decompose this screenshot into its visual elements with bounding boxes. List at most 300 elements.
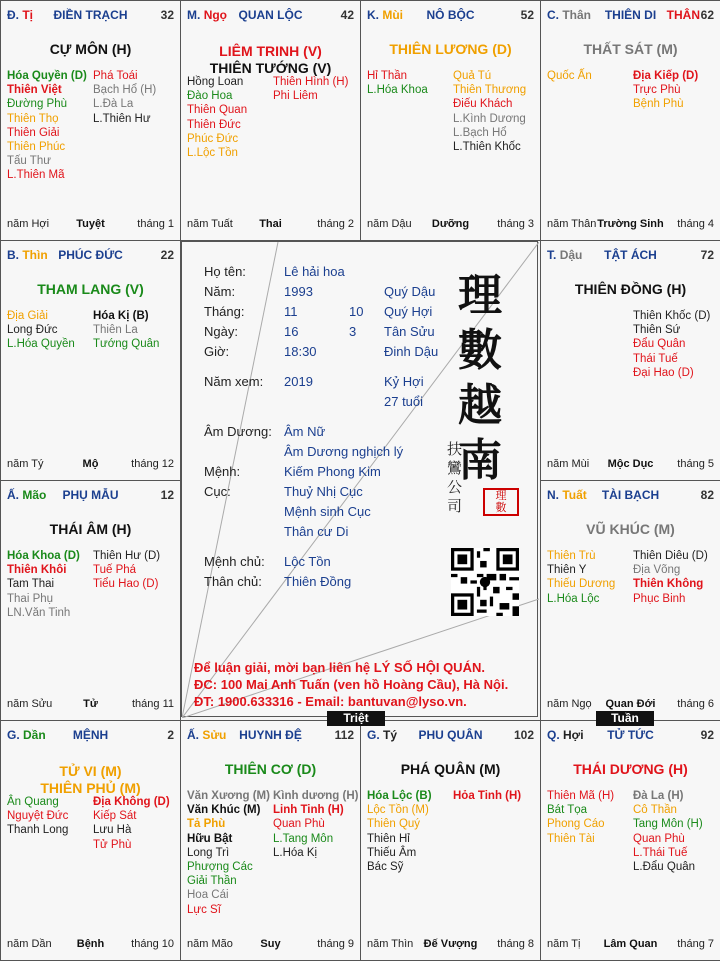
palace-name <box>367 8 534 22</box>
main-star: THÁI ÂM (H) <box>49 521 132 537</box>
palace-name-text: TỬ TỨC <box>607 728 654 742</box>
minor-star: Hóa Quyền (D) <box>7 70 87 82</box>
palace-name-text: THIÊN DI <box>604 8 657 22</box>
minor-star: L.Hóa Lộc <box>547 592 600 605</box>
palace-stage: Bệnh <box>76 938 105 950</box>
qr-code-icon[interactable] <box>451 548 519 616</box>
minor-star: Địa Không (D) <box>93 796 170 808</box>
minor-star: Văn Khúc (M) <box>187 804 261 817</box>
name-value: Lê hải hoa <box>284 264 345 279</box>
left-star-column <box>187 789 270 917</box>
minor-star: Phong Cáo <box>547 818 605 831</box>
palace-chi: Dậu <box>559 248 583 262</box>
palace-header <box>7 728 174 744</box>
cuc-note-1: Mệnh sinh Cục <box>284 504 371 519</box>
amduong-note: Âm Dương nghịch lý <box>284 444 404 459</box>
palace-number: 72 <box>700 248 714 262</box>
palace-stage: Mộc Dục <box>607 458 654 470</box>
minor-star: Thiên Trù <box>547 550 596 562</box>
palace-chi: Mùi <box>382 8 404 22</box>
palace-month: tháng 8 <box>497 938 534 950</box>
palace-month: tháng 5 <box>677 458 714 470</box>
palace-can: G. <box>367 728 380 742</box>
contact-line-1: Để luận giải, mời bạn liên hệ LÝ SỐ HỘI QUÁN. <box>194 660 485 675</box>
palace-month: tháng 3 <box>497 218 534 230</box>
contact-line-3: ĐT: 1900.633316 - Email: bantuvan@lyso.vn. <box>194 694 467 709</box>
seal-char: 數 <box>495 502 507 514</box>
minor-star: Tử Phù <box>93 838 132 851</box>
minor-star: Bát Tọa <box>547 804 588 817</box>
calligraphy-char: 理 <box>458 270 502 321</box>
palace-footer <box>7 218 174 232</box>
palace-month: tháng 7 <box>677 938 714 950</box>
thanchu-value: Thiên Đồng <box>284 574 352 589</box>
palace-header <box>367 8 534 24</box>
right-star-column <box>273 789 358 860</box>
minor-star: Cô Thần <box>633 804 677 817</box>
age-value: 27 tuổi <box>384 394 424 409</box>
right-star-column <box>93 69 156 126</box>
day-canchi: Tân Sửu <box>384 324 435 339</box>
palace-stage: Tuyệt <box>76 218 105 230</box>
minor-star: Thiếu Âm <box>367 846 417 859</box>
right-star-column <box>633 309 710 380</box>
palace-year: năm Tị <box>547 938 581 950</box>
palace-cell[interactable] <box>0 240 181 481</box>
subtitle-char: 鸞 <box>447 459 463 477</box>
menhchu-label: Mệnh chủ: <box>204 554 265 569</box>
contact-block <box>194 659 508 710</box>
tuan-marker: Tuần <box>596 711 654 726</box>
minor-star: L.Thiên Khốc <box>453 141 521 154</box>
main-stars <box>1 763 180 797</box>
minor-star: Hỉ Thần <box>367 70 408 82</box>
palace-year: năm Dần <box>7 938 52 950</box>
palace-header <box>367 728 534 744</box>
palace-name-text: ĐIỀN TRẠCH <box>53 8 128 22</box>
left-star-column <box>547 789 614 846</box>
hour-canchi: Đinh Dậu <box>384 344 439 359</box>
palace-chi: Thân <box>562 8 592 22</box>
palace-year: năm Thìn <box>367 938 414 950</box>
minor-star: Quốc Ấn <box>547 70 592 82</box>
minor-star: Thiên Việt <box>7 84 62 97</box>
palace-footer <box>547 698 714 712</box>
palace-name <box>7 8 174 22</box>
palace-stage: Quan Đới <box>605 698 656 710</box>
palace-name-text: NÔ BỘC <box>426 8 475 22</box>
day-label: Ngày: <box>204 324 238 339</box>
calligraphy-char: 南 <box>458 435 502 486</box>
palace-footer <box>547 218 714 232</box>
minor-star: Phục Binh <box>633 592 686 605</box>
main-star: THIÊN TƯỚNG (V) <box>209 60 332 76</box>
minor-star: Điếu Khách <box>453 98 513 111</box>
minor-star: Long Trì <box>187 846 230 859</box>
palace-chi: Ngọ <box>203 8 228 22</box>
palace-name-text: TÀI BẠCH <box>601 488 660 502</box>
contact-line-2: ĐC: 100 Mai Anh Tuấn (ven hồ Hoàng Cầu), Hà Nội. <box>194 677 509 692</box>
palace-cell[interactable] <box>0 0 181 241</box>
palace-stage: Trường Sinh <box>597 218 664 230</box>
left-star-column <box>547 549 615 606</box>
cuc-label: Cục: <box>204 484 231 499</box>
thanchu-label: Thân chủ: <box>204 574 262 589</box>
minor-star: Thiên Hỉ <box>367 832 410 845</box>
palace-month: tháng 6 <box>677 698 714 710</box>
minor-star: Thiên Hình (H) <box>273 76 349 88</box>
minor-star: L.Hóa Kị <box>273 846 318 859</box>
minor-star: Thiên Đức <box>187 118 241 131</box>
minor-star: Thiên Quý <box>367 818 421 831</box>
main-stars <box>541 521 720 538</box>
minor-star: Thiên Thọ <box>7 112 59 125</box>
main-star: THAM LANG (V) <box>37 281 144 297</box>
minor-star: Địa Kiếp (D) <box>633 70 699 82</box>
seal-char: 理 <box>495 490 507 502</box>
minor-star: Đà La (H) <box>633 790 684 802</box>
minor-star: L.Thiên Mã <box>7 169 65 182</box>
palace-can: C. <box>547 8 559 22</box>
palace-footer <box>367 218 534 232</box>
palace-name <box>547 728 714 742</box>
minor-star: Thiên Mã (H) <box>547 790 615 802</box>
palace-number: 42 <box>340 8 354 22</box>
view-year-value: 2019 <box>284 374 313 389</box>
minor-star: L.Lộc Tồn <box>187 147 238 160</box>
palace-footer <box>187 938 354 952</box>
palace-header <box>7 488 174 504</box>
palace-year: năm Sửu <box>7 698 53 710</box>
main-star: THÁI DƯƠNG (H) <box>573 761 688 777</box>
minor-star: Phượng Các <box>187 861 253 874</box>
palace-can: Q. <box>547 728 560 742</box>
main-stars <box>541 761 720 778</box>
palace-name-text: PHỤ MẪU <box>62 488 119 502</box>
menh-value: Kiếm Phong Kim <box>284 464 381 479</box>
month-solar: 11 <box>284 304 298 319</box>
minor-star: Tuế Phá <box>93 564 137 577</box>
main-star: THIÊN ĐỒNG (H) <box>574 281 687 297</box>
palace-footer <box>7 938 174 952</box>
name-label: Họ tên: <box>204 264 246 279</box>
palace-cell[interactable] <box>540 240 720 481</box>
minor-star: Địa Giải <box>7 310 48 322</box>
palace-name-text: PHU QUÂN <box>418 728 483 742</box>
palace-year: năm Mão <box>187 938 233 950</box>
minor-star: Bạch Hổ (H) <box>93 84 157 97</box>
palace-stage: Thai <box>259 218 282 230</box>
palace-can: T. <box>547 248 557 262</box>
palace-number: 82 <box>700 488 714 502</box>
main-star: PHÁ QUÂN (M) <box>400 761 501 777</box>
palace-number: 52 <box>520 8 534 22</box>
left-star-column <box>547 69 592 83</box>
left-star-column <box>367 789 432 874</box>
minor-star: L.Hóa Quyền <box>7 338 75 351</box>
minor-star: L.Thái Tuế <box>633 846 688 859</box>
palace-number: 102 <box>513 728 534 742</box>
palace-chi: Thìn <box>22 248 48 262</box>
palace-number: 12 <box>160 488 174 502</box>
minor-star: Lộc Tồn (M) <box>367 804 429 817</box>
palace-number: 112 <box>334 728 354 742</box>
palace-month: tháng 10 <box>131 938 174 950</box>
minor-star: Kiếp Sát <box>93 810 137 823</box>
main-star: THIÊN CƠ (D) <box>224 761 317 777</box>
minor-star: Thiếu Dương <box>547 578 616 591</box>
minor-star: Đường Phù <box>7 98 67 111</box>
main-stars <box>541 281 720 298</box>
palace-can: Ấ. <box>7 488 19 502</box>
minor-star: Linh Tinh (H) <box>273 804 344 817</box>
palace-footer <box>7 458 174 472</box>
palace-name <box>187 728 354 742</box>
minor-star: Thiên Y <box>547 564 587 577</box>
minor-star: Kình dương (H) <box>273 790 359 802</box>
palace-can: K. <box>367 8 379 22</box>
minor-star: Lưu Hà <box>93 824 132 837</box>
palace-can: G. <box>7 728 20 742</box>
palace-chi: Hợi <box>563 728 584 742</box>
year-label: Năm: <box>204 284 236 299</box>
minor-star: Thiên Thương <box>453 84 527 97</box>
minor-star: Thiên La <box>93 324 138 337</box>
minor-star: Tướng Quân <box>93 338 160 351</box>
minor-star: Hữu Bật <box>187 832 233 845</box>
view-year-canchi: Kỷ Hợi <box>384 374 424 389</box>
minor-star: Hóa Lộc (B) <box>367 790 432 802</box>
month-canchi: Quý Hợi <box>384 304 433 319</box>
palace-month: tháng 1 <box>137 218 174 230</box>
palace-cell[interactable] <box>360 0 541 241</box>
minor-star: Thiên Diêu (D) <box>633 550 708 562</box>
minor-star: Phá Toái <box>93 70 138 82</box>
minor-star: L.Bạch Hổ <box>453 126 507 139</box>
minor-star: Đào Hoa <box>187 90 233 103</box>
minor-star: Hóa Khoa (D) <box>7 550 80 562</box>
palace-year: năm Thân <box>547 218 597 230</box>
calligraphy-char: 數 <box>458 325 502 376</box>
minor-star: LN.Văn Tinh <box>7 606 71 619</box>
palace-name <box>7 488 174 502</box>
palace-cell[interactable] <box>360 720 541 961</box>
minor-star: Tang Môn (H) <box>633 818 703 831</box>
minor-star: L.Hóa Khoa <box>367 84 428 97</box>
minor-star: Quan Phù <box>633 832 685 845</box>
left-star-column <box>187 75 247 160</box>
palace-name <box>367 728 534 742</box>
palace-stage: Đế Vượng <box>423 938 478 950</box>
minor-star: Giải Thần <box>187 875 237 888</box>
amduong-value: Âm Nữ <box>284 424 326 439</box>
main-stars <box>1 281 180 298</box>
year-value: 1993 <box>284 284 313 299</box>
hour-value: 18:30 <box>284 344 317 359</box>
minor-star: Thiên Giải <box>7 126 60 139</box>
main-star: LIÊM TRINH (V) <box>219 43 322 59</box>
palace-header <box>547 248 714 264</box>
palace-name <box>547 248 714 262</box>
palace-year: năm Mùi <box>547 458 590 470</box>
minor-star: Thái Tuế <box>633 352 678 365</box>
palace-cell[interactable] <box>540 480 720 721</box>
palace-header <box>7 248 174 264</box>
minor-star: L.Tang Môn <box>273 832 334 845</box>
minor-star: Đẩu Quân <box>633 338 686 351</box>
main-stars <box>361 41 540 58</box>
main-star: VŨ KHÚC (M) <box>586 521 675 537</box>
palace-name-text: PHÚC ĐỨC <box>58 248 123 262</box>
palace-year: năm Tý <box>7 458 44 470</box>
minor-star: Thiên Tài <box>547 832 595 845</box>
palace-stage: Dưỡng <box>431 218 470 230</box>
minor-star: Thai Phụ <box>7 592 54 605</box>
main-stars <box>541 41 720 58</box>
minor-star: L.Kình Dương <box>453 112 526 125</box>
palace-header <box>547 728 714 744</box>
palace-cell[interactable] <box>180 0 361 241</box>
palace-name <box>547 8 714 22</box>
palace-footer <box>367 938 534 952</box>
palace-name-text: QUAN LỘC <box>238 8 303 22</box>
main-star: CỰ MÔN (H) <box>49 41 132 57</box>
main-star: TỬ VI (M) <box>59 763 122 779</box>
palace-can: M. <box>187 8 201 22</box>
minor-star: Hóa Kị (B) <box>93 310 149 322</box>
triet-marker: Triệt <box>327 711 385 726</box>
palace-name <box>547 488 714 502</box>
palace-header <box>187 728 354 744</box>
main-stars <box>181 761 360 778</box>
main-star: THIÊN PHỦ (M) <box>40 780 141 796</box>
palace-cell[interactable] <box>180 720 361 961</box>
minor-star: Ân Quang <box>7 796 59 808</box>
right-star-column <box>633 549 708 606</box>
palace-month: tháng 4 <box>677 218 714 230</box>
minor-star: Hỏa Tinh (H) <box>453 790 522 802</box>
palace-chi: Tị <box>22 8 34 22</box>
hour-label: Giờ: <box>204 344 230 359</box>
palace-footer <box>7 698 174 712</box>
year-canchi: Quý Dậu <box>384 284 436 299</box>
day-solar: 16 <box>284 324 299 339</box>
left-star-column <box>7 549 80 620</box>
minor-star: Thiên Sứ <box>633 324 681 337</box>
palace-name-text: TẬT ÁCH <box>604 248 657 262</box>
palace-stage: Lâm Quan <box>603 938 658 950</box>
right-star-column <box>93 549 160 592</box>
palace-cell[interactable] <box>0 720 181 961</box>
minor-star: Bệnh Phù <box>633 98 684 111</box>
palace-name-text: MỆNH <box>72 728 109 742</box>
minor-star: Phi Liêm <box>273 90 318 103</box>
palace-header <box>7 8 174 24</box>
minor-star: Tả Phù <box>187 818 226 831</box>
palace-month: tháng 11 <box>131 698 174 710</box>
palace-chi: Tý <box>383 728 398 742</box>
left-star-column <box>7 795 68 838</box>
palace-header <box>547 488 714 504</box>
view-year-label: Năm xem: <box>204 374 264 389</box>
subtitle-char: 司 <box>447 497 463 515</box>
palace-footer <box>547 458 714 472</box>
calligraphy-char: 越 <box>458 380 502 431</box>
cuc-note-2: Thân cư Di <box>284 524 349 539</box>
main-star: THẤT SÁT (M) <box>583 41 678 57</box>
red-seal <box>483 488 519 516</box>
calligraphy-subtitle <box>447 440 465 516</box>
minor-star: Long Đức <box>7 324 58 337</box>
palace-header <box>547 8 714 24</box>
main-stars <box>361 761 540 778</box>
minor-star: Địa Võng <box>633 564 681 577</box>
palace-name <box>7 728 174 742</box>
than-marker: THÂN <box>666 8 700 22</box>
left-star-column <box>7 69 87 183</box>
minor-star: L.Đẩu Quân <box>633 861 696 874</box>
right-star-column <box>633 789 703 874</box>
palace-number: 62 <box>700 8 714 22</box>
main-stars <box>181 43 360 77</box>
right-star-column <box>273 75 348 103</box>
minor-star: Lực Sĩ <box>187 903 221 916</box>
palace-number: 32 <box>160 8 174 22</box>
day-lunar: 3 <box>349 324 357 339</box>
palace-stage: Suy <box>260 938 281 950</box>
palace-cell[interactable] <box>540 720 720 961</box>
minor-star: Quả Tú <box>453 70 492 82</box>
palace-cell[interactable] <box>540 0 720 241</box>
palace-can: Đ. <box>7 8 19 22</box>
right-star-column <box>453 69 526 154</box>
left-star-column <box>367 69 428 97</box>
palace-chi: Mão <box>22 488 47 502</box>
menh-label: Mệnh: <box>204 464 241 479</box>
minor-star: Trực Phù <box>633 84 681 97</box>
month-lunar: 10 <box>349 304 364 319</box>
cuc-value: Thuỷ Nhị Cục <box>284 484 363 499</box>
palace-chi: Tuất <box>562 488 587 502</box>
right-star-column <box>93 795 170 852</box>
menhchu-value: Lộc Tồn <box>284 554 331 569</box>
minor-star: L.Đà La <box>93 98 134 111</box>
minor-star: Nguyệt Đức <box>7 810 69 823</box>
minor-star: Thiên Khôi <box>7 564 67 577</box>
left-star-column <box>7 309 75 352</box>
palace-chi: Sửu <box>202 728 227 742</box>
minor-star: Phúc Đức <box>187 132 239 145</box>
palace-can: B. <box>7 248 19 262</box>
palace-month: tháng 9 <box>317 938 354 950</box>
palace-year: năm Ngọ <box>547 698 592 710</box>
palace-name <box>7 248 174 262</box>
minor-star: Thiên Không <box>633 578 704 591</box>
palace-number: 92 <box>700 728 714 742</box>
minor-star: Văn Xương (M) <box>187 790 270 802</box>
minor-star: Quan Phù <box>273 818 325 831</box>
palace-cell[interactable] <box>0 480 181 721</box>
minor-star: Thanh Long <box>7 824 69 837</box>
palace-year: năm Dậu <box>367 218 412 230</box>
palace-month: tháng 12 <box>131 458 174 470</box>
right-star-column <box>453 789 521 803</box>
minor-star: Thiên Hư (D) <box>93 550 161 562</box>
minor-star: Thiên Khốc (D) <box>633 310 711 322</box>
palace-year: năm Tuất <box>187 218 233 230</box>
palace-header <box>187 8 354 24</box>
right-star-column <box>93 309 159 352</box>
